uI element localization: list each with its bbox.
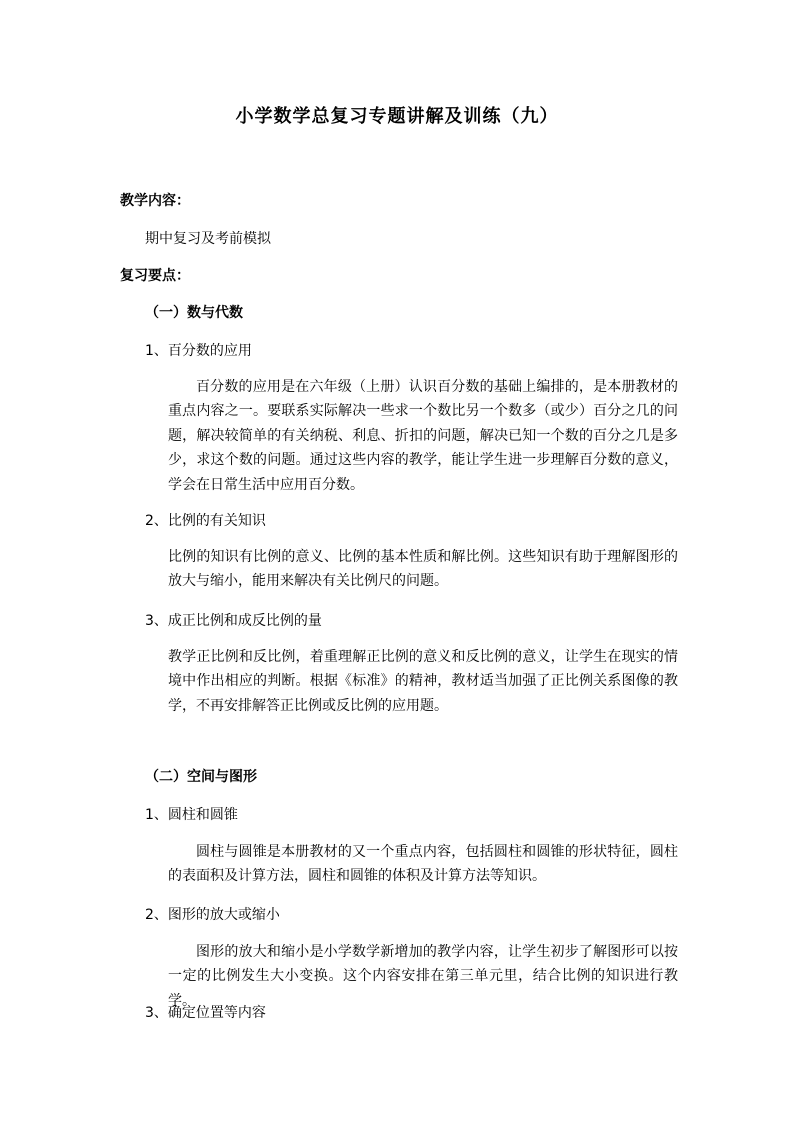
item-body-percent: 百分数的应用是在六年级（上册）认识百分数的基础上编排的，是本册教材的重点内容之一。要联系实际解决一些求一个数比另一个数多（或少）百分之几的问题，解决较简单的有关纳税、利息、折扣的问题，解决已知一个数的百分之几是多少，求这个数的问题。通过这些内容的教学，能让学生进一步理解百分数的意义，学会在日常生活中应用百分数。 bbox=[168, 379, 678, 493]
section-heading-space-shape: （二）空间与图形 bbox=[145, 769, 257, 785]
item-title-cylinder-cone: 1、圆柱和圆锥 bbox=[145, 807, 238, 823]
page-title: 小学数学总复习专题讲解及训练（九） bbox=[235, 106, 559, 127]
review-heading: 复习要点： bbox=[120, 268, 190, 284]
item-title-position: 3、确定位置等内容 bbox=[145, 1005, 266, 1021]
item-title-percent: 1、百分数的应用 bbox=[145, 343, 252, 359]
item-body-cylinder-cone: 圆柱与圆锥是本册教材的又一个重点内容，包括圆柱和圆锥的形状特征，圆柱的表面积及计算方法，圆柱和圆锥的体积及计算方法等知识。 bbox=[168, 844, 678, 885]
item-body-proportion: 教学正比例和反比例，着重理解正比例的意义和反比例的意义，让学生在现实的情境中作出相应的判断。根据《标准》的精神，教材适当加强了正比例关系图像的教学，不再安排解答正比例或反比例的应用题。 bbox=[168, 649, 678, 714]
item-title-scaling: 2、图形的放大或缩小 bbox=[145, 907, 280, 923]
item-title-ratio: 2、比例的有关知识 bbox=[145, 513, 266, 529]
section-heading-number-algebra: （一）数与代数 bbox=[145, 305, 243, 321]
item-title-proportion: 3、成正比例和成反比例的量 bbox=[145, 613, 322, 629]
content-heading: 教学内容： bbox=[120, 193, 190, 209]
item-body-ratio: 比例的知识有比例的意义、比例的基本性质和解比例。这些知识有助于理解图形的放大与缩小，能用来解决有关比例尺的问题。 bbox=[168, 549, 678, 590]
item-body-scaling: 图形的放大和缩小是小学数学新增加的教学内容，让学生初步了解图形可以按一定的比例发生大小变换。这个内容安排在第三单元里，结合比例的知识进行教学。 bbox=[168, 944, 678, 1009]
content-text: 期中复习及考前模拟 bbox=[145, 231, 271, 247]
